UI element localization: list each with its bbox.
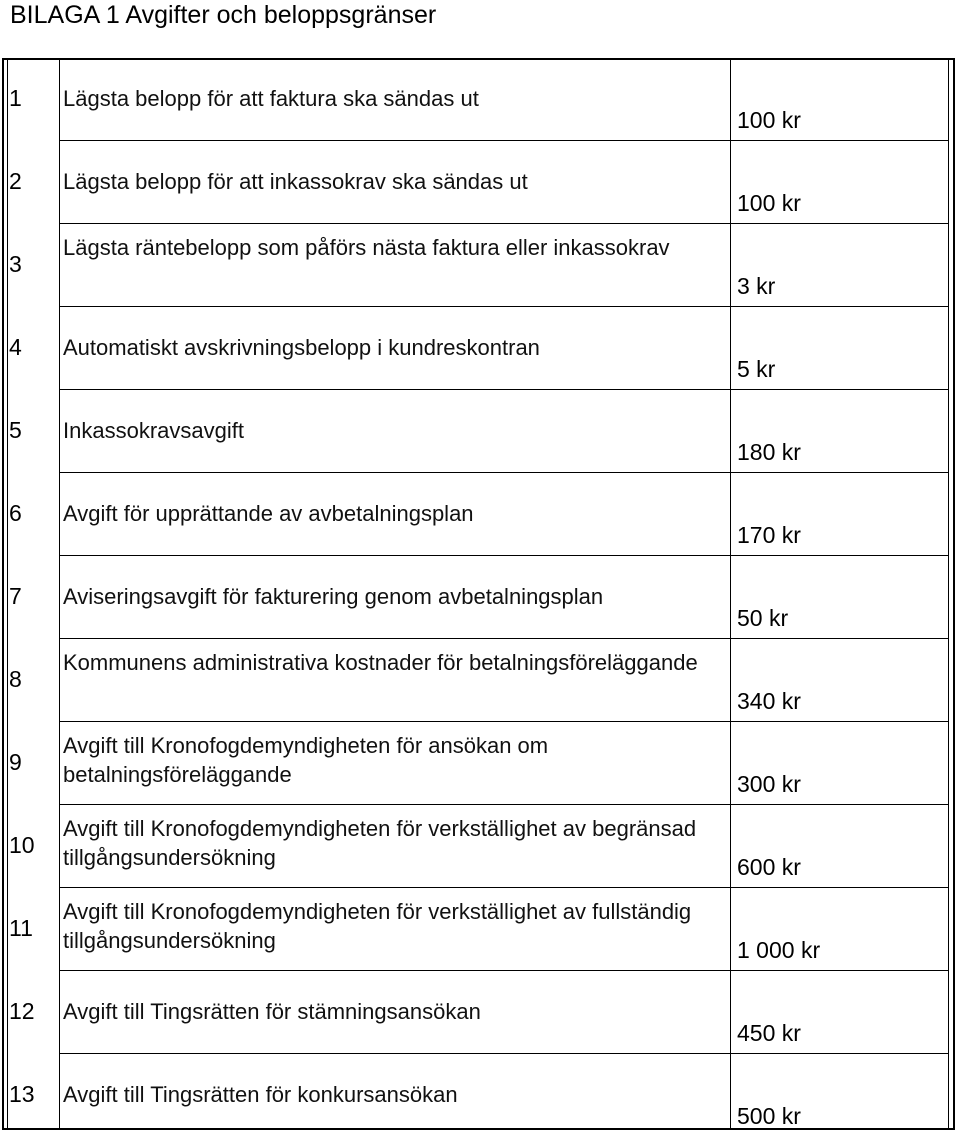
row-description: Lägsta belopp för att inkassokrav ska sändas ut xyxy=(63,169,528,194)
row-number: 8 xyxy=(9,666,22,692)
row-number: 7 xyxy=(9,583,22,609)
row-number: 11 xyxy=(9,915,33,941)
row-description: Aviseringsavgift för fakturering genom avbetalningsplan xyxy=(63,584,604,609)
row-description: Avgift till Tingsrätten för konkursansökan xyxy=(63,1082,458,1107)
row-amount: 5 kr xyxy=(737,356,776,382)
row-amount: 500 kr xyxy=(737,1103,801,1129)
row-description: Automatiskt avskrivningsbelopp i kundreskontran xyxy=(63,335,540,360)
row-description: Lägsta räntebelopp som påförs nästa faktura eller inkassokrav xyxy=(63,235,670,260)
row-number: 3 xyxy=(9,251,22,277)
table-row xyxy=(2,58,955,141)
table-row xyxy=(2,805,955,888)
row-number: 12 xyxy=(9,998,35,1024)
table-row xyxy=(2,971,955,1054)
row-number: 2 xyxy=(9,168,22,194)
table-row xyxy=(2,888,955,971)
page-title: BILAGA 1 Avgifter och beloppsgränser xyxy=(10,1,437,29)
row-description: Avgift till Kronofogdemyndigheten för verkställighet av fullständig tillgångsundersökning xyxy=(63,899,692,953)
row-number: 13 xyxy=(9,1081,35,1107)
row-amount: 450 kr xyxy=(737,1020,801,1046)
row-amount: 100 kr xyxy=(737,190,801,216)
row-description: Avgift för upprättande av avbetalningsplan xyxy=(63,501,474,526)
row-number: 10 xyxy=(9,832,35,858)
row-number: 5 xyxy=(9,417,22,443)
row-description: Avgift till Kronofogdemyndigheten för ansökan om betalningsföreläggande xyxy=(63,733,549,787)
table-row xyxy=(2,307,955,390)
row-number: 4 xyxy=(9,334,22,360)
row-description: Kommunens administrativa kostnader för betalningsföreläggande xyxy=(63,650,698,675)
row-amount: 3 kr xyxy=(737,273,776,299)
row-number: 9 xyxy=(9,749,22,775)
row-description: Avgift till Kronofogdemyndigheten för verkställighet av begränsad tillgångsundersökning xyxy=(63,816,697,870)
table-row xyxy=(2,390,955,473)
table-row xyxy=(2,141,955,224)
row-amount: 100 kr xyxy=(737,107,801,133)
table-row xyxy=(2,1054,955,1137)
row-amount: 1 000 kr xyxy=(737,937,821,963)
row-description: Avgift till Tingsrätten för stämningsansökan xyxy=(63,999,481,1024)
table-row xyxy=(2,224,955,307)
row-amount: 180 kr xyxy=(737,439,801,465)
row-description: Inkassokravsavgift xyxy=(63,418,244,443)
table-row xyxy=(2,722,955,805)
table-row xyxy=(2,473,955,556)
row-number: 6 xyxy=(9,500,22,526)
row-amount: 170 kr xyxy=(737,522,801,548)
row-amount: 50 kr xyxy=(737,605,789,631)
row-amount: 340 kr xyxy=(737,688,801,714)
row-number: 1 xyxy=(9,85,22,111)
row-amount: 300 kr xyxy=(737,771,801,797)
fee-table xyxy=(2,58,955,1130)
row-description: Lägsta belopp för att faktura ska sändas ut xyxy=(63,86,479,111)
row-amount: 600 kr xyxy=(737,854,801,880)
table-row xyxy=(2,556,955,639)
table-row xyxy=(2,639,955,722)
